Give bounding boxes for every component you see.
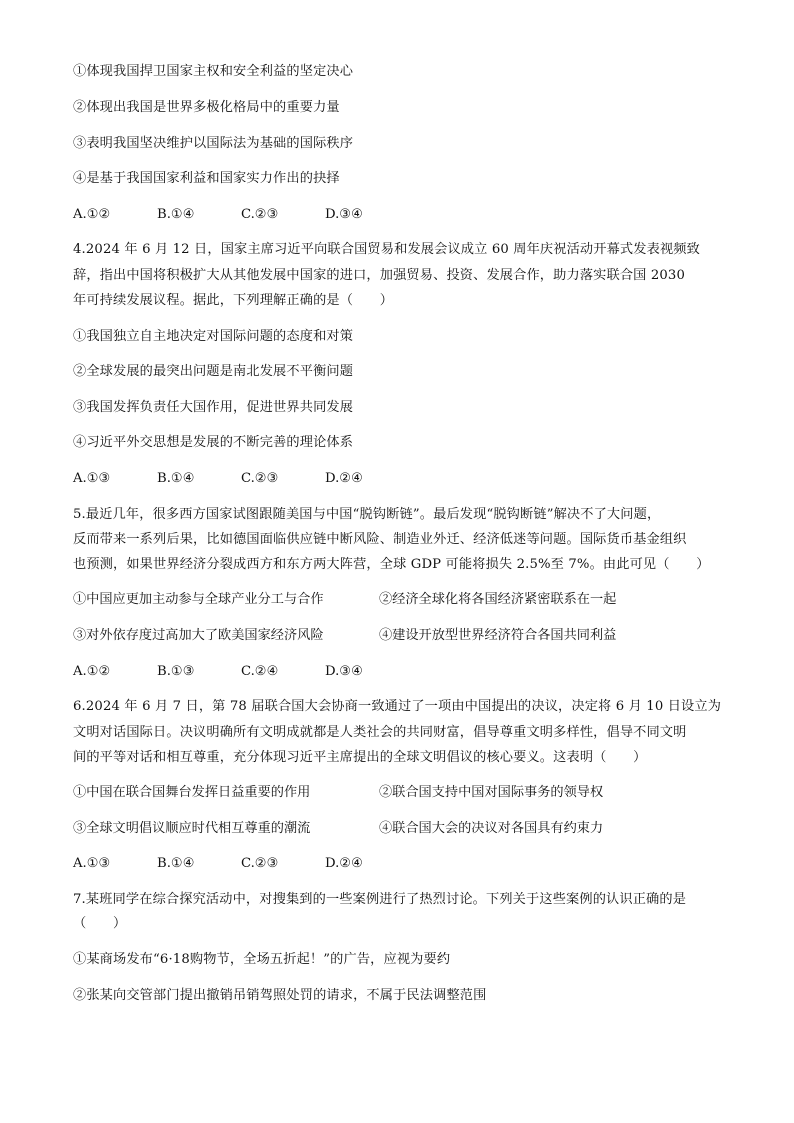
- q3-answer-d[interactable]: D.③④: [325, 207, 363, 222]
- q5-option-3: ③对外依存度过高加大了欧美国家经济风险: [73, 628, 324, 643]
- q4-answer-a[interactable]: A.①③: [73, 471, 111, 486]
- q4-option-1: ①我国独立自主地决定对国际问题的态度和对策: [73, 329, 354, 344]
- q3-option-4: ④是基于我国国家利益和国家实力作出的抉择: [73, 171, 340, 186]
- q3-option-2: ②体现出我国是世界多极化格局中的重要力量: [73, 100, 340, 115]
- q7-stem-line-1: 7.某班同学在综合探究活动中，对搜集到的一些案例进行了热烈讨论。下列关于这些案例的认识正确的是: [73, 892, 687, 907]
- q5-answer-a[interactable]: A.①②: [73, 664, 111, 679]
- q4-answer-b[interactable]: B.①④: [157, 471, 195, 486]
- q6-option-2: ②联合国支持中国对国际事务的领导权: [379, 785, 604, 800]
- q5-stem-line-3: 也预测，如果世界经济分裂成西方和东方两大阵营，全球 GDP 可能将损失 2.5%至 7%。由此可见（ ）: [73, 557, 710, 572]
- q3-option-3: ③表明我国坚决维护以国际法为基础的国际秩序: [73, 136, 354, 151]
- q6-stem-line-3: 间的平等对话和相互尊重，充分体现习近平主席提出的全球文明倡议的核心要义。这表明（ ）: [73, 750, 647, 765]
- q6-answer-c[interactable]: C.②③: [241, 856, 279, 871]
- q5-answer-b[interactable]: B.①③: [157, 664, 195, 679]
- q5-answer-d[interactable]: D.③④: [325, 664, 363, 679]
- q3-option-1: ①体现我国捍卫国家主权和安全利益的坚定决心: [73, 64, 354, 79]
- q4-option-2: ②全球发展的最突出问题是南北发展不平衡问题: [73, 364, 354, 379]
- q4-answer-d[interactable]: D.②④: [325, 471, 363, 486]
- q7-option-2: ②张某向交管部门提出撤销吊销驾照处罚的请求，不属于民法调整范围: [73, 988, 487, 1003]
- q6-stem-line-1: 6.2024 年 6 月 7 日，第 78 届联合国大会协商一致通过了一项由中国提出的决议，决定将 6 月 10 日设立为: [73, 699, 722, 714]
- q5-stem-line-2: 反而带来一系列后果，比如德国面临供应链中断风险、制造业外迁、经济低迷等问题。国际货币基金组织: [73, 532, 687, 547]
- q4-stem-line-1: 4.2024 年 6 月 12 日，国家主席习近平向联合国贸易和发展会议成立 60 周年庆祝活动开幕式发表视频致: [73, 242, 700, 257]
- q5-option-2: ②经济全球化将各国经济紧密联系在一起: [379, 592, 617, 607]
- q4-option-3: ③我国发挥负责任大国作用，促进世界共同发展: [73, 400, 354, 415]
- q5-stem-line-1: 5.最近几年，很多西方国家试图跟随美国与中国“脱钩断链”。最后发现“脱钩断链”解决不了大问题，: [73, 507, 661, 522]
- q7-stem-line-2: （ ）: [73, 916, 127, 931]
- q3-answer-c[interactable]: C.②③: [241, 207, 279, 222]
- q6-answer-b[interactable]: B.①④: [157, 856, 195, 871]
- q3-answer-b[interactable]: B.①④: [157, 207, 195, 222]
- q7-option-1: ①某商场发布“6·18购物节，全场五折起！”的广告，应视为要约: [73, 952, 451, 967]
- q6-answer-a[interactable]: A.①③: [73, 856, 111, 871]
- q5-answer-c[interactable]: C.②④: [241, 664, 279, 679]
- q4-answer-c[interactable]: C.②③: [241, 471, 279, 486]
- q5-option-1: ①中国应更加主动参与全球产业分工与合作: [73, 592, 324, 607]
- q6-option-4: ④联合国大会的决议对各国具有约束力: [379, 821, 604, 836]
- q6-option-1: ①中国在联合国舞台发挥日益重要的作用: [73, 785, 311, 800]
- q6-option-3: ③全球文明倡议顺应时代相互尊重的潮流: [73, 821, 311, 836]
- q4-option-4: ④习近平外交思想是发展的不断完善的理论体系: [73, 435, 354, 450]
- q5-option-4: ④建设开放型世界经济符合各国共同利益: [379, 628, 617, 643]
- q4-stem-line-3: 年可持续发展议程。据此，下列理解正确的是（ ）: [73, 293, 394, 308]
- q3-answer-a[interactable]: A.①②: [73, 207, 111, 222]
- q6-stem-line-2: 文明对话国际日。决议明确所有文明成就都是人类社会的共同财富，倡导尊重文明多样性，倡导不同文明: [73, 725, 687, 740]
- q4-stem-line-2: 辞，指出中国将积极扩大从其他发展中国家的进口，加强贸易、投资、发展合作，助力落实联合国 2030: [73, 268, 686, 283]
- q6-answer-d[interactable]: D.②④: [325, 856, 363, 871]
